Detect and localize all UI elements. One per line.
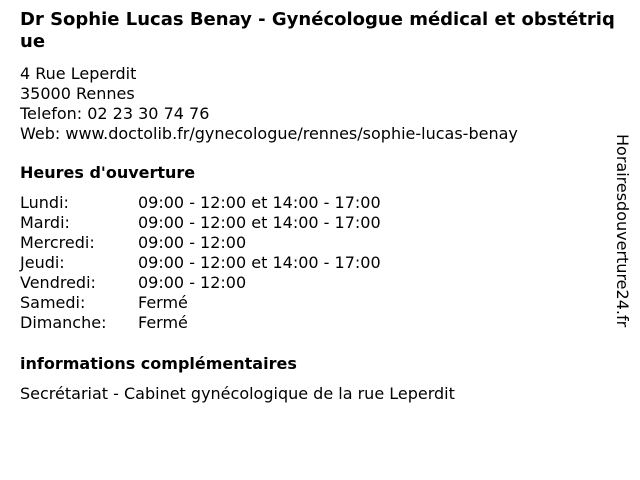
day-hours: 09:00 - 12:00 bbox=[138, 273, 247, 292]
day-label: Mardi: bbox=[20, 213, 70, 232]
day-hours: 09:00 - 12:00 et 14:00 - 17:00 bbox=[138, 213, 381, 232]
day-hours: Fermé bbox=[138, 293, 188, 312]
hours-row bbox=[20, 213, 381, 233]
day-label: Jeudi: bbox=[20, 253, 65, 272]
hours-row bbox=[20, 273, 381, 293]
hours-row bbox=[20, 293, 381, 313]
address-block bbox=[20, 64, 518, 144]
hours-table bbox=[20, 193, 381, 333]
day-hours: 09:00 - 12:00 et 14:00 - 17:00 bbox=[138, 193, 381, 212]
day-hours: 09:00 - 12:00 et 14:00 - 17:00 bbox=[138, 253, 381, 272]
info-text: Secrétariat - Cabinet gynécologique de la rue Leperdit bbox=[20, 384, 455, 403]
day-hours: Fermé bbox=[138, 313, 188, 332]
city: 35000 Rennes bbox=[20, 84, 135, 103]
hours-row bbox=[20, 233, 381, 253]
day-label: Lundi: bbox=[20, 193, 69, 212]
hours-heading: Heures d'ouverture bbox=[20, 163, 196, 182]
day-label: Samedi: bbox=[20, 293, 86, 312]
hours-row bbox=[20, 313, 381, 333]
hours-row bbox=[20, 253, 381, 273]
hours-row bbox=[20, 193, 381, 213]
website: Web: www.doctolib.fr/gynecologue/rennes/sophie-lucas-benay bbox=[20, 124, 518, 143]
day-label: Vendredi: bbox=[20, 273, 96, 292]
street-address: 4 Rue Leperdit bbox=[20, 64, 137, 83]
day-hours: 09:00 - 12:00 bbox=[138, 233, 247, 252]
page-title: Dr Sophie Lucas Benay - Gynécologue médical et obstétrique bbox=[20, 9, 615, 52]
phone-number: Telefon: 02 23 30 74 76 bbox=[20, 104, 210, 123]
info-heading: informations complémentaires bbox=[20, 354, 297, 373]
watermark-text: Horairesdouverture24.fr bbox=[613, 134, 632, 328]
day-label: Dimanche: bbox=[20, 313, 107, 332]
day-label: Mercredi: bbox=[20, 233, 95, 252]
